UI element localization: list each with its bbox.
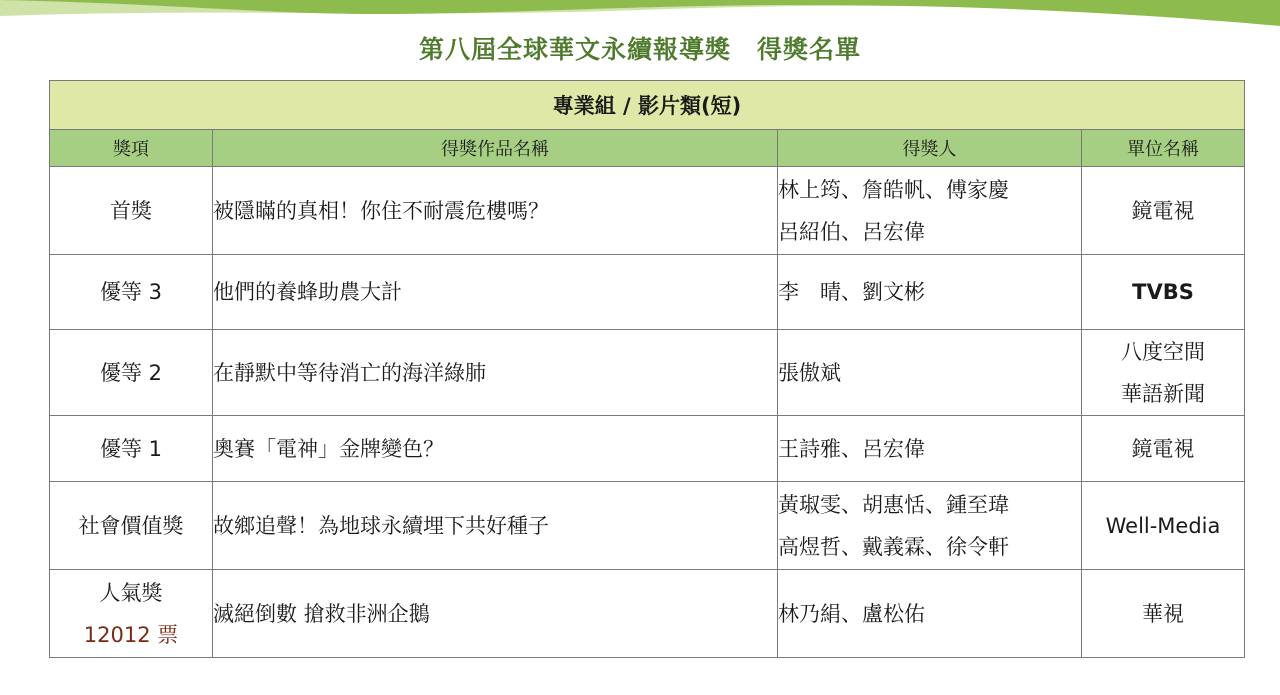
column-header-award: 獎項 [50,130,213,167]
unit-cell [1082,330,1245,416]
award-name: 優等 1 [99,436,163,461]
column-header-work: 得獎作品名稱 [213,130,778,167]
work-cell: 被隱瞞的真相！你住不耐震危樓嗎？ [213,167,778,255]
column-header-row [50,130,1245,167]
column-header-unit: 單位名稱 [1082,130,1245,167]
unit-line: 八度空間 [1121,339,1205,364]
winners-line: 李 晴、劉文彬 [778,280,925,304]
table-row [50,330,1245,416]
table-row [50,570,1245,658]
unit-cell [1082,482,1245,570]
table-row [50,167,1245,255]
work-cell: 故鄉追聲！為地球永續埋下共好種子 [213,482,778,570]
winners-line: 呂紹伯、呂宏偉 [778,219,925,244]
award-cell [50,330,213,416]
winners-line: 黃琡雯、胡惠恬、鍾至瑋 [778,492,1009,517]
award-name: 首獎 [110,198,152,223]
unit-cell [1082,570,1245,658]
work-cell: 滅絕倒數 搶救非洲企鵝 [213,570,778,658]
work-cell: 在靜默中等待消亡的海洋綠肺 [213,330,778,416]
winners-line: 張傲斌 [778,360,841,385]
winners-line: 王詩雅、呂宏偉 [778,436,925,461]
unit-line: 鏡電視 [1131,436,1195,461]
winners-line: 林乃絹、盧松佑 [778,601,925,626]
work-cell: 奧賽「電神」金牌變色？ [213,416,778,482]
winners-cell [778,167,1082,255]
unit-line: TVBS [1132,280,1194,304]
unit-cell [1082,416,1245,482]
winners-cell [778,482,1082,570]
awards-table [49,80,1245,658]
award-name: 人氣獎 [99,580,163,605]
table-row [50,482,1245,570]
award-cell [50,482,213,570]
work-cell: 他們的養蜂助農大計 [213,255,778,330]
group-header-row [50,81,1245,130]
award-cell [50,255,213,330]
award-cell [50,167,213,255]
vote-count: 12012 票 [83,622,179,647]
award-cell [50,570,213,658]
unit-line: 華視 [1142,601,1184,626]
column-header-winners: 得獎人 [778,130,1082,167]
unit-line: Well-Media [1105,513,1221,538]
award-name: 優等 2 [99,360,163,385]
table-row [50,255,1245,330]
winners-cell [778,330,1082,416]
winners-line: 高煜哲、戴義霖、徐令軒 [778,534,1009,559]
award-cell [50,416,213,482]
unit-cell [1082,255,1245,330]
award-name: 優等 3 [99,280,163,304]
winners-line: 林上筠、詹皓帆、傅家慶 [778,177,1009,202]
group-title: 專業組 / 影片類(短) [50,81,1245,130]
winners-cell [778,416,1082,482]
unit-line: 鏡電視 [1131,198,1195,223]
unit-line: 華語新聞 [1121,381,1205,406]
award-name: 社會價值獎 [78,513,184,538]
winners-cell [778,570,1082,658]
winners-cell [778,255,1082,330]
top-wave-decoration [0,0,1280,34]
table-row [50,416,1245,482]
unit-cell [1082,167,1245,255]
page-title: 第八屆全球華文永續報導獎 得獎名單 [418,35,861,64]
